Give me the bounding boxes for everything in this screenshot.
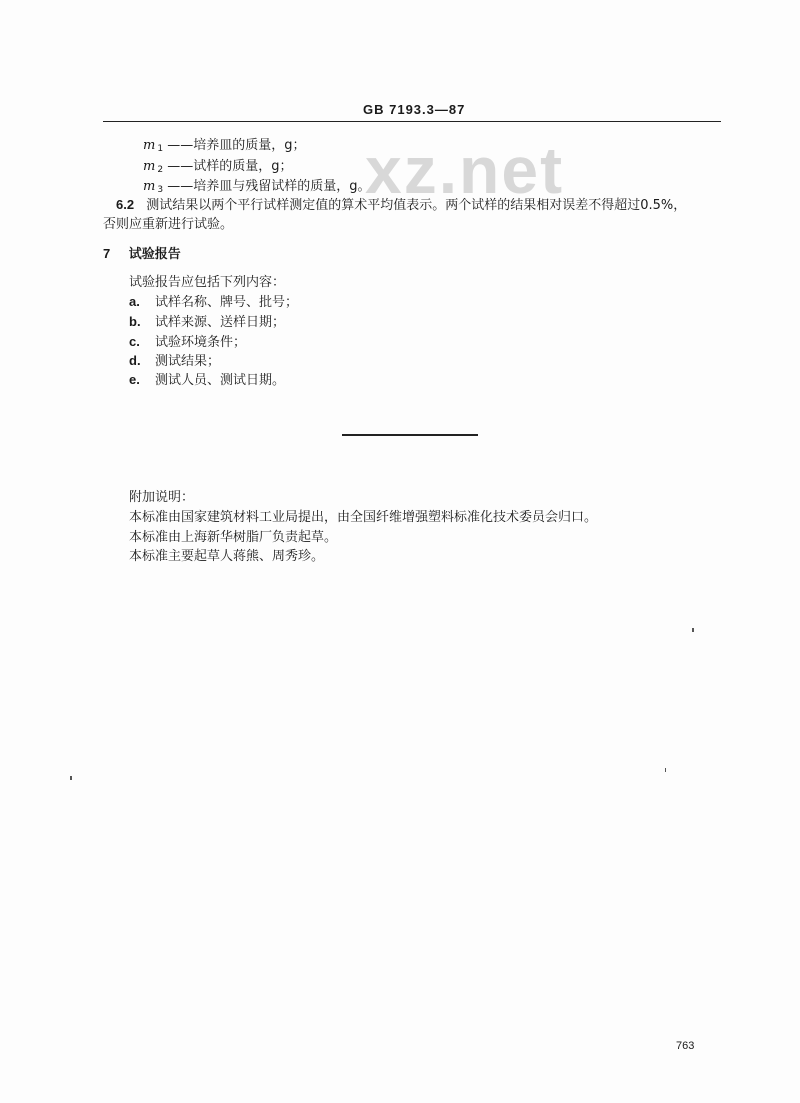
list-item: [129, 293, 298, 312]
variable-subscript: 1: [157, 144, 164, 154]
scan-speck: [665, 768, 666, 772]
variable-symbol: m: [143, 179, 156, 194]
list-item: [129, 371, 285, 390]
list-item: [129, 352, 220, 371]
variable-subscript: 2: [157, 165, 164, 175]
notes-line: 本标准由国家建筑材料工业局提出，由全国纤维增强塑料标准化技术委员会归口。: [129, 510, 598, 525]
list-marker: d.: [129, 353, 141, 368]
list-item: [129, 333, 246, 352]
variable-description: ——培养皿与残留试样的质量，g。: [167, 179, 371, 194]
header-rule: [103, 121, 721, 122]
variable-description: ——培养皿的质量，g；: [167, 138, 306, 153]
section-divider: [342, 434, 478, 436]
notes-line: 本标准主要起草人蒋熊、周秀珍。: [129, 549, 325, 564]
variable-definition-m1: [143, 137, 305, 158]
notes-title: 附加说明：: [129, 490, 195, 505]
section-number: 7: [103, 246, 111, 261]
section-7-heading: [103, 245, 181, 264]
standard-code: GB 7193.3—87: [363, 102, 466, 117]
notes-line: 本标准由上海新华树脂厂负责起草。: [129, 530, 338, 545]
scan-speck: [692, 628, 694, 632]
section-7-intro: 试验报告应包括下列内容：: [129, 275, 286, 290]
list-item: [129, 313, 285, 332]
list-marker: a.: [129, 294, 140, 309]
clause-text: 测试结果以两个平行试样测定值的算术平均值表示。两个试样的结果相对误差不得超过0.5%，: [146, 198, 687, 213]
clause-6-2-line2: 否则应重新进行试验。: [103, 217, 234, 232]
list-marker: c.: [129, 334, 140, 349]
clause-6-2-line1: [116, 196, 686, 215]
list-text: 试验环境条件；: [155, 335, 247, 350]
scan-speck: [70, 776, 72, 780]
list-marker: e.: [129, 372, 140, 387]
list-marker: b.: [129, 314, 141, 329]
variable-definition-m2: [143, 158, 292, 179]
variable-subscript: 3: [157, 185, 164, 195]
list-text: 测试结果；: [155, 354, 221, 369]
clause-number: 6.2: [116, 197, 135, 212]
list-text: 试样名称、牌号、批号；: [155, 295, 299, 310]
variable-description: ——试样的质量，g；: [167, 159, 293, 174]
watermark: xz.net: [365, 133, 565, 207]
section-title: 试验报告: [128, 247, 181, 262]
variable-symbol: m: [143, 159, 156, 174]
list-text: 测试人员、测试日期。: [155, 373, 286, 388]
list-text: 试样来源、送样日期；: [155, 315, 286, 330]
page-number: 763: [676, 1040, 695, 1052]
variable-symbol: m: [143, 138, 156, 153]
